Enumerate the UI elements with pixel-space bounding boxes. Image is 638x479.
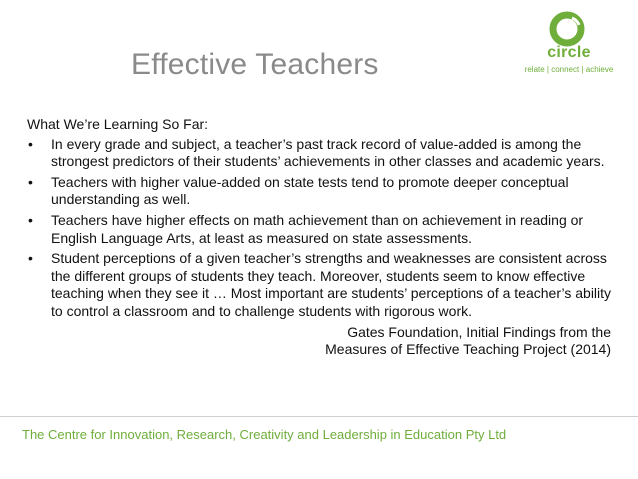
logo-name: circle <box>547 44 591 61</box>
citation-line: Gates Foundation, Initial Findings from the <box>347 323 611 340</box>
bullet-icon: • <box>28 211 33 228</box>
footer-divider <box>0 416 638 417</box>
slide-body <box>27 116 619 359</box>
bullet-icon: • <box>28 173 33 190</box>
footer-text: The Centre for Innovation, Research, Creativity and Leadership in Education Pty Ltd <box>22 427 507 442</box>
citation-line: Measures of Effective Teaching Project (2014) <box>325 341 611 358</box>
bullet-text: Student perceptions of a given teacher’s strengths and weaknesses are consistent across the different groups of students they teach. Moreover, students seem to know effective teaching when they see it … Most important are students’ perceptions of a teacher’s ability to control a classroom and to challenge students with rigorous work. <box>51 250 612 319</box>
bullet-icon: • <box>28 135 33 152</box>
bullet-item <box>27 174 619 209</box>
bullet-text: Teachers have higher effects on math achievement than on achievement in reading or English Language Arts, at least as measured on state assessments. <box>51 211 584 246</box>
bullet-item <box>27 212 619 247</box>
slide-title: Effective Teachers <box>131 48 379 81</box>
bullet-icon: • <box>28 250 33 267</box>
intro-text: What We’re Learning So Far: <box>27 116 209 132</box>
logo-tagline: relate | connect | achieve <box>524 65 614 74</box>
circle-logo <box>506 10 632 72</box>
bullet-item <box>27 136 619 171</box>
bullet-text: Teachers with higher value-added on state tests tend to promote deeper conceptual understanding as well. <box>51 173 569 208</box>
bullet-list <box>27 136 619 321</box>
bullet-text: In every grade and subject, a teacher’s past track record of value-added is among the strongest predictors of their students’ achievements in other classes and academic years. <box>51 135 605 170</box>
bullet-item <box>27 250 619 320</box>
citation <box>27 324 619 359</box>
circle-logo-icon <box>548 10 586 48</box>
